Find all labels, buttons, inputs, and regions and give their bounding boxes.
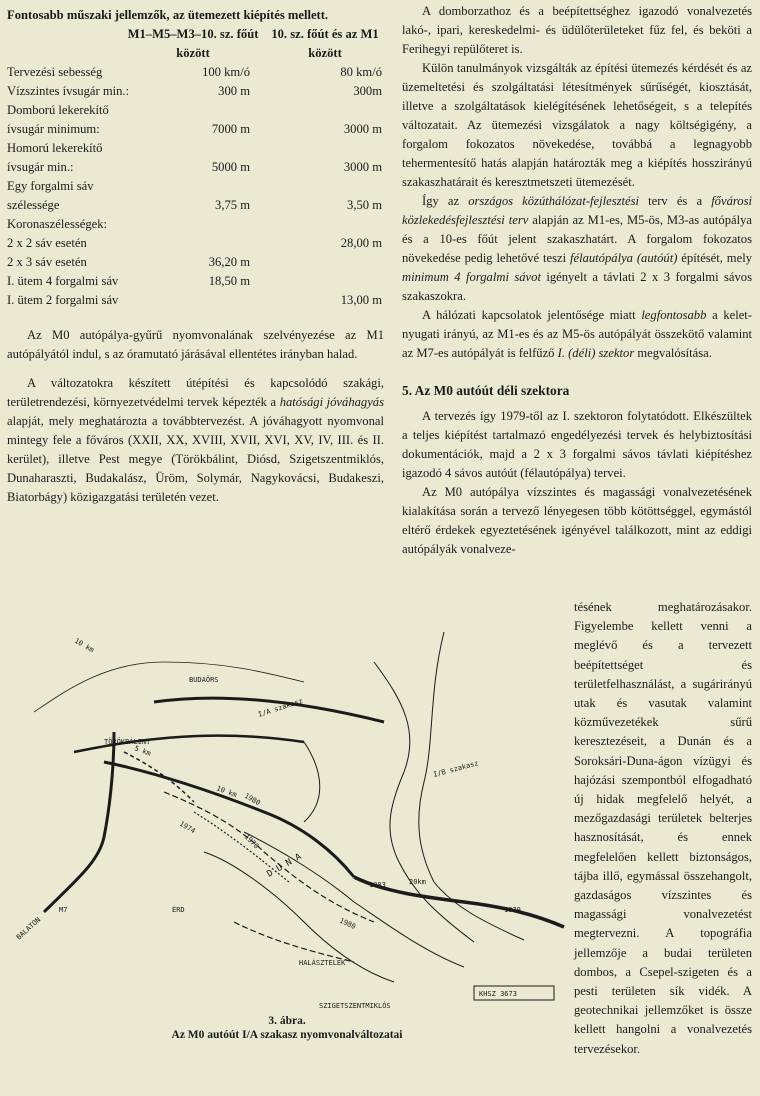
- route-map: [4, 622, 570, 1052]
- river-bank: [304, 742, 320, 822]
- figure-caption: [4, 1014, 570, 1042]
- col2-header: 10. sz. főút és az M1 között: [271, 27, 379, 60]
- map-labels: [15, 637, 521, 1010]
- table-row: 2 x 3 sáv esetén 36,20 m: [7, 255, 250, 269]
- label-1980a: 1980: [243, 791, 262, 808]
- label-1980b: 1980: [338, 916, 357, 931]
- table-row: I. ütem 4 forgalmi sáv 18,50 m: [7, 274, 250, 288]
- label-ia-szakasz: I/A szakasz: [257, 696, 304, 719]
- paragraph: Az M0 autópálya-gyűrű nyomvonalának szelvényezése az M1 autópályától indul, s az óramutató járásával ellentétes irányban halad.: [7, 328, 384, 361]
- river-bank: [374, 662, 410, 862]
- table-row: Vízszintes ívsugár min.: 300 m 300m: [7, 84, 382, 98]
- table-header: [7, 25, 384, 63]
- table-row: Homorú lekerekítő: [7, 141, 103, 155]
- specs-table: [7, 63, 384, 310]
- river-bank: [244, 832, 464, 967]
- paragraph: Így az országos közúthálózat-fejlesztési terv és a fővárosi közlekedésfejlesztési terv alapján az M1-es, M5-ös, M3-as autópálya és a 10-es főút jelent szakaszhatárt. A forgalom fokozatos növekedése pedig lehetővé teszi félautópálya (autóút) építését, mely minimum 4 forgalmi sávot igényelt a távlati 2 x 3 forgalmi sávos szakaszokra.: [402, 194, 753, 303]
- label-ib-szakasz: I/B szakasz: [432, 759, 480, 779]
- label-stamp: KHSZ 3673: [479, 990, 517, 998]
- right-column: [402, 2, 752, 559]
- label-szigetszentmiklos: SZIGETSZENTMIKLÓS: [319, 1002, 391, 1010]
- table-row: Tervezési sebesség 100 km/ó 80 km/ó: [7, 65, 382, 79]
- label-halasztelek: HALÁSZTELEK: [299, 959, 346, 967]
- route-10km: [104, 762, 354, 877]
- paragraph: A tervezés így 1979-től az I. szektoron folytatódott. Elkészültek a teljes kiépítést tartalmazó engedélyezési tervek és helybiztosítási dokumentációk, majd a 2 x 3 forgalmi sávos távlati kiépítéshez igazodó 4 sávos autóút (félautópálya) tervei.: [402, 409, 752, 480]
- table-row: I. ütem 2 forgalmi sáv 13,00 m: [7, 293, 382, 307]
- figure-number: 3. ábra.: [268, 1015, 306, 1027]
- table-row: ívsugár minimum: 7000 m 3000 m: [7, 122, 382, 136]
- wrapped-text: tésének meghatározásakor. Figyelembe kellett venni a meglévő és a tervezett beépítettséget és területfelhasználást, a sugárirányú utak és vasutak valamint közművezetékek sűrű keresztezéseit, a Dunán és a Soroksári-Duna-ágon vízügyi és hajózási szempontból elfogadható új hidak megfelelő helyét, a mezőgazdasági területek belterjes hasznosítását, és ennek megfelelően kellett biztonságos, tájba illő, egymással összehangolt, gazdaságos vízszintes és magassági vonalvezetést megtervezni. A topográfia jellemzője a budai területen dombos, a Csepel-szigeten és a pesti területen sík vidék. A geotechnikai jellemzőket is össze kellett hangolni a vonalvezetés tervezésekor.: [574, 600, 752, 1056]
- label-torokbalint: TÖRÖKBÁLINT: [104, 738, 151, 746]
- route-1980b: [234, 922, 354, 962]
- road-line: [34, 662, 304, 712]
- table-row: 2 x 2 sáv esetén 28,00 m: [7, 236, 382, 250]
- label-erd: ÉRD: [172, 906, 185, 914]
- table-row: szélessége 3,75 m 3,50 m: [7, 198, 382, 212]
- table-row: Koronaszélességek:: [7, 217, 108, 231]
- label-balaton: BALATON: [14, 915, 43, 942]
- paragraph: A hálózati kapcsolatok jelentősége miatt legfontosabb a kelet-nyugati irányú, az M1-es és az M5-ös autópályát összekötő valamint az M7-es autópályát is felfűző I. (déli) szektor megvalósítása.: [402, 308, 752, 360]
- route-1974: [164, 792, 374, 922]
- label-10km-a: 10 km: [73, 636, 96, 655]
- left-column: [7, 6, 384, 507]
- col1-header: M1–M5–M3–10. sz. főút között: [127, 27, 259, 60]
- label-budaors: BUDAÖRS: [189, 676, 219, 684]
- label-10km-b: 10 km: [215, 784, 238, 800]
- paragraph: A domborzathoz és a beépítettséghez igazodó vonalvezetés lakó-, ipari, kereskedelmi- és üdülőterületeket fűz fel, és beköti a Ferihegyi repülőteret is.: [402, 4, 752, 56]
- road-balaton: [44, 732, 114, 912]
- paragraph: Külön tanulmányok vizsgálták az építési ütemezés kérdését és az üzemeltetési és szolgáltatási létesítmények sűrűségét, kiosztását, illetve a szolgáltatások kielégítésének lehetőségeit, s a telepítés változatait. Az ütemezési vizsgálatok a nagy költségigény, a forgalom fokozatos növekedése, továbbá a legnagyobb tehermentesítő hatás alapján határozták meg a kiépítés hosszirányú szakaszhatárait és keresztmetszeti ütemezését.: [402, 61, 752, 189]
- label-1983: 1983: [369, 881, 386, 889]
- table-title: Fontosabb műszaki jellemzők, az ütemezett kiépítés mellett.: [7, 8, 329, 22]
- section-heading: 5. Az M0 autóút déli szektora: [402, 383, 570, 398]
- label-5km: 5 km: [133, 744, 152, 758]
- label-duna: D U N A: [265, 851, 304, 880]
- label-1979: 1979: [504, 906, 521, 914]
- paragraph: A változatokra készített útépítési és kapcsolódó szakági, területrendezési, környezetvédelmi tervek képezték a hatósági jóváhagyás alapját, mely meghatározta a továbbtervezést. A jóváhagyott nyomvonal mintegy fele a főváros (XXII, XX, XVIII, XVII, XVI, XV, IV, III. és II. kerület), illetve Pest megye (Törökbálint, Diósd, Szigetszentmiklós, Dunaharaszti, Budakalász, Üröm, Solymár, Nagykovácsi, Budakeszi, Biatorbágy) közigazgatási területén vezet.: [7, 376, 384, 504]
- table-row: ívsugár min.: 5000 m 3000 m: [7, 160, 382, 174]
- label-20km: 20km: [409, 878, 426, 886]
- river-bank: [419, 632, 444, 882]
- label-m7: M7: [59, 906, 68, 914]
- figure-title: Az M0 autóút I/A szakasz nyomvonalváltozatai: [171, 1029, 403, 1041]
- table-row: Domború lekerekítő: [7, 103, 109, 117]
- paragraph: Az M0 autópálya vízszintes és magassági vonalvezetésének kialakítása során a tervező lényegesen több kötöttséggel, egymástól eltérő érdekek egyeztetésének igényével találkozott, mint az eddigi autópályák vonalveze-: [402, 485, 752, 556]
- table-row: Egy forgalmi sáv: [7, 179, 94, 193]
- label-1974: 1974: [178, 819, 197, 836]
- label-1976: 1976: [242, 832, 261, 851]
